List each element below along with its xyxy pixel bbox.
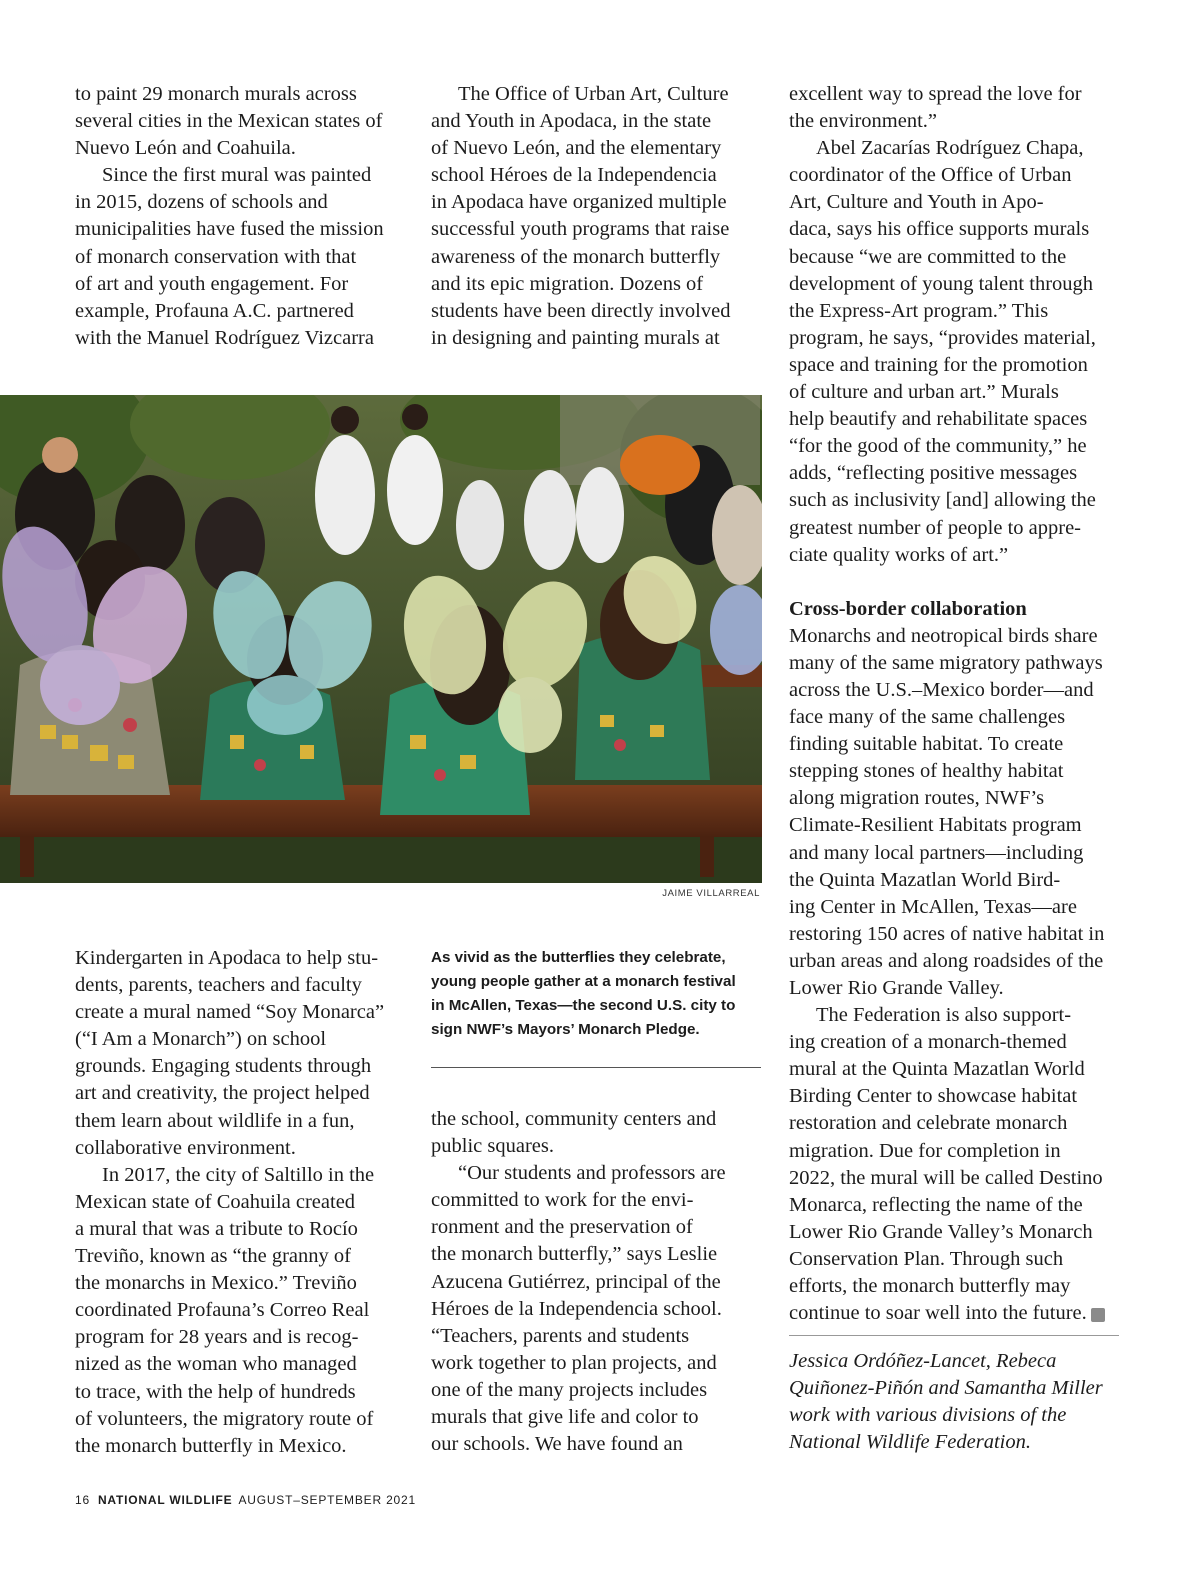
text-line: example, Profauna A.C. partnered xyxy=(75,299,354,322)
text-line: Conservation Plan. Through such xyxy=(789,1247,1064,1270)
text-line: to trace, with the help of hundreds xyxy=(75,1380,356,1403)
festival-photo-illustration xyxy=(0,395,762,883)
page-footer xyxy=(75,1493,416,1507)
text-line: Nuevo León and Coahuila. xyxy=(75,137,296,160)
text-line: public squares. xyxy=(431,1135,554,1158)
text-line: successful youth programs that raise xyxy=(431,218,730,241)
paragraph xyxy=(75,162,410,352)
byline-line: Quiñonez-Piñón and Samantha Miller xyxy=(789,1377,1103,1400)
column-1-top xyxy=(75,81,410,352)
text-line: along migration routes, NWF’s xyxy=(789,787,1045,810)
text-line: stepping stones of healthy habitat xyxy=(789,760,1064,783)
caption-divider xyxy=(431,1067,761,1068)
caption-line: young people gather at a monarch festival xyxy=(431,973,736,990)
text-line: awareness of the monarch butterfly xyxy=(431,245,721,268)
text-line: development of young talent through xyxy=(789,272,1094,295)
text-line: ciate quality works of art.” xyxy=(789,543,1009,566)
paragraph xyxy=(75,1162,410,1460)
text-line: excellent way to spread the love for xyxy=(789,83,1082,105)
end-mark-icon: W xyxy=(1091,1308,1105,1322)
issue-date: AUGUST–SEPTEMBER 2021 xyxy=(238,1493,416,1507)
text-line: Kindergarten in Apodaca to help stu- xyxy=(75,947,379,969)
text-line: our schools. We have found an xyxy=(431,1433,683,1456)
paragraph xyxy=(431,1106,766,1160)
paragraph xyxy=(789,81,1124,135)
text-line: Since the first mural was painted xyxy=(102,164,372,187)
text-line: in designing and painting murals at xyxy=(431,326,720,349)
text-line: many of the same migratory pathways xyxy=(789,651,1103,674)
column-2-bottom xyxy=(431,1106,766,1458)
text-line: space and training for the promotion xyxy=(789,353,1088,376)
caption-line: As vivid as the butterflies they celebrate, xyxy=(431,949,726,966)
author-byline xyxy=(789,1348,1124,1456)
text-line: nized as the woman who managed xyxy=(75,1353,357,1376)
text-line: a mural that was a tribute to Rocío xyxy=(75,1217,358,1240)
text-line: the monarchs in Mexico.” Treviño xyxy=(75,1272,357,1295)
text-line: murals that give life and color to xyxy=(431,1406,699,1429)
paragraph xyxy=(75,81,410,162)
text-line: continue to soar well into the future. xyxy=(789,1302,1087,1325)
text-line: In 2017, the city of Saltillo in the xyxy=(102,1163,375,1186)
text-line: and its epic migration. Dozens of xyxy=(431,272,704,295)
paragraph xyxy=(789,623,1124,1002)
text-line: of art and youth engagement. For xyxy=(75,272,349,295)
byline-line: National Wildlife Federation. xyxy=(789,1431,1031,1454)
text-line: the school, community centers and xyxy=(431,1108,717,1130)
text-line: ronment and the preservation of xyxy=(431,1216,693,1239)
text-line: such as inclusivity [and] allowing the xyxy=(789,489,1096,512)
text-line: collaborative environment. xyxy=(75,1136,296,1159)
text-line: across the U.S.–Mexico border—and xyxy=(789,678,1094,701)
text-line: create a mural named “Soy Monarca” xyxy=(75,1001,385,1024)
caption-line: in McAllen, Texas—the second U.S. city to xyxy=(431,997,736,1014)
text-line: municipalities have fused the mission xyxy=(75,218,384,241)
photo-caption xyxy=(431,946,766,1042)
text-line: of monarch conservation with that xyxy=(75,245,357,268)
byline-line: work with various divisions of the xyxy=(789,1404,1067,1427)
text-line: the environment.” xyxy=(789,110,938,133)
text-line: the Express-Art program.” This xyxy=(789,299,1049,322)
text-line: committed to work for the envi- xyxy=(431,1189,694,1212)
text-line: adds, “reflecting positive messages xyxy=(789,462,1078,485)
text-line: Monarca, reflecting the name of the xyxy=(789,1193,1083,1216)
column-3 xyxy=(789,81,1128,1327)
text-line: mural at the Quinta Mazatlan World xyxy=(789,1058,1085,1081)
text-line: migration. Due for completion in xyxy=(789,1139,1061,1162)
section-subhead: Cross-border collaboration xyxy=(789,597,1027,620)
text-line: art and creativity, the project helped xyxy=(75,1082,370,1105)
text-line: The Federation is also support- xyxy=(816,1004,1072,1027)
text-line: efforts, the monarch butterfly may xyxy=(789,1275,1071,1298)
text-line: Lower Rio Grande Valley’s Monarch xyxy=(789,1220,1093,1243)
text-line: urban areas and along roadsides of the xyxy=(789,949,1104,972)
text-line: the monarch butterfly,” says Leslie xyxy=(431,1243,718,1266)
paragraph xyxy=(789,1002,1128,1327)
text-line: “Our students and professors are xyxy=(458,1162,726,1185)
text-line: students have been directly involved xyxy=(431,299,731,322)
text-line: program, he says, “provides material, xyxy=(789,326,1096,349)
text-line: The Office of Urban Art, Culture xyxy=(458,83,729,105)
paragraph xyxy=(431,81,766,352)
text-line: Treviño, known as “the granny of xyxy=(75,1245,351,1268)
text-line: school Héroes de la Independencia xyxy=(431,164,717,187)
text-line: daca, says his office supports murals xyxy=(789,218,1090,241)
column-2-top xyxy=(431,81,766,352)
text-line: of culture and urban art.” Murals xyxy=(789,381,1059,404)
column-1-bottom xyxy=(75,945,410,1460)
caption-line: sign NWF’s Mayors’ Monarch Pledge. xyxy=(431,1021,700,1038)
text-line: Lower Rio Grande Valley. xyxy=(789,977,1004,999)
text-line: in Apodaca have organized multiple xyxy=(431,191,727,214)
text-line: 2022, the mural will be called Destino xyxy=(789,1166,1103,1189)
text-line: finding suitable habitat. To create xyxy=(789,733,1064,756)
text-line: Art, Culture and Youth in Apo- xyxy=(789,191,1044,214)
text-line: Azucena Gutiérrez, principal of the xyxy=(431,1270,721,1293)
text-line: greatest number of people to appre- xyxy=(789,516,1082,539)
text-line: restoring 150 acres of native habitat in xyxy=(789,922,1105,945)
text-line: “Teachers, parents and students xyxy=(431,1324,690,1347)
text-line: restoration and celebrate monarch xyxy=(789,1112,1068,1135)
text-line: because “we are committed to the xyxy=(789,245,1067,268)
text-line: face many of the same challenges xyxy=(789,706,1066,729)
text-line: the monarch butterfly in Mexico. xyxy=(75,1434,347,1457)
text-line: and many local partners—including xyxy=(789,841,1084,864)
text-line: in 2015, dozens of schools and xyxy=(75,191,328,214)
text-line: Abel Zacarías Rodríguez Chapa, xyxy=(816,137,1084,160)
byline-line: Jessica Ordóñez-Lancet, Rebeca xyxy=(789,1350,1057,1372)
text-line: coordinated Profauna’s Correo Real xyxy=(75,1299,370,1322)
text-line: Mexican state of Coahuila created xyxy=(75,1190,356,1213)
text-line: several cities in the Mexican states of xyxy=(75,110,383,133)
text-line: ing creation of a monarch-themed xyxy=(789,1031,1067,1054)
text-line: program for 28 years and is recog- xyxy=(75,1326,359,1349)
text-line: to paint 29 monarch murals across xyxy=(75,83,357,105)
paragraph xyxy=(75,945,410,1162)
paragraph xyxy=(789,135,1124,569)
text-line: of Nuevo León, and the elementary xyxy=(431,137,722,160)
byline-divider xyxy=(789,1335,1119,1336)
text-line: of volunteers, the migratory route of xyxy=(75,1407,374,1430)
text-line: with the Manuel Rodríguez Vizcarra xyxy=(75,326,374,349)
text-line: Climate-Resilient Habitats program xyxy=(789,814,1082,837)
text-line: one of the many projects includes xyxy=(431,1378,708,1401)
text-line: help beautify and rehabilitate spaces xyxy=(789,408,1088,431)
text-line: Héroes de la Independencia school. xyxy=(431,1297,722,1320)
magazine-name: NATIONAL WILDLIFE xyxy=(97,1493,233,1507)
paragraph xyxy=(431,1160,766,1458)
festival-photo xyxy=(0,395,762,883)
text-line: (“I Am a Monarch”) on school xyxy=(75,1028,327,1051)
page-number: 16 xyxy=(75,1493,90,1507)
text-line: the Quinta Mazatlan World Bird- xyxy=(789,868,1061,891)
text-line: grounds. Engaging students through xyxy=(75,1055,372,1078)
text-line: and Youth in Apodaca, in the state xyxy=(431,110,712,133)
text-line: Birding Center to showcase habitat xyxy=(789,1085,1078,1108)
text-line: work together to plan projects, and xyxy=(431,1351,717,1374)
photo-credit: JAIME VILLARREAL xyxy=(662,888,760,899)
text-line: coordinator of the Office of Urban xyxy=(789,164,1072,187)
text-line: them learn about wildlife in a fun, xyxy=(75,1109,355,1132)
text-line: dents, parents, teachers and faculty xyxy=(75,974,362,997)
text-line: Monarchs and neotropical birds share xyxy=(789,624,1098,647)
text-line: ing Center in McAllen, Texas—are xyxy=(789,895,1077,918)
text-line: “for the good of the community,” he xyxy=(789,435,1087,458)
